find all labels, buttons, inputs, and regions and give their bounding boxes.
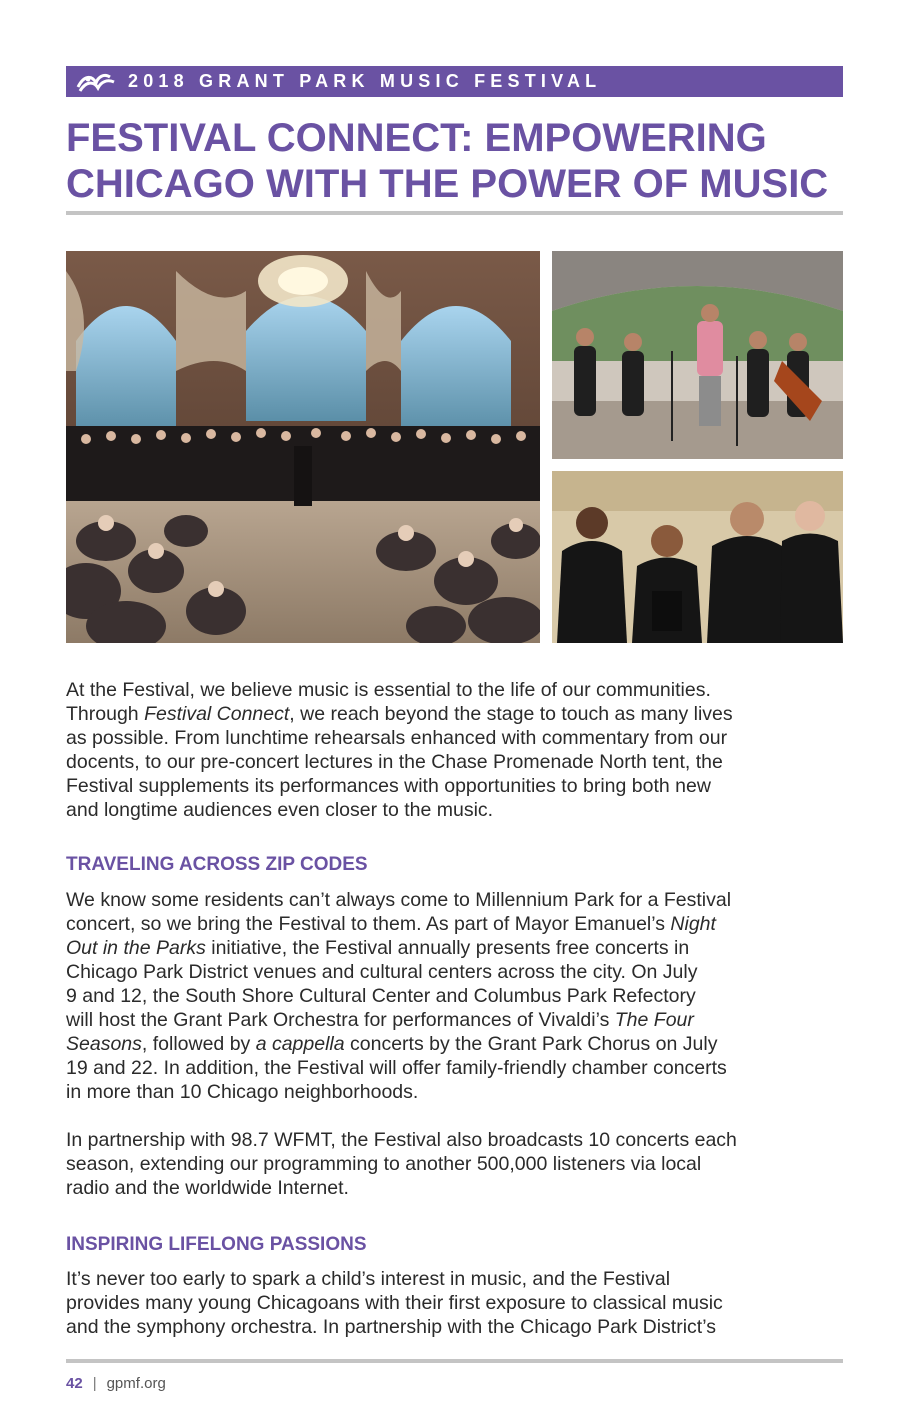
footer-divider — [66, 1359, 843, 1363]
headline-line-2: CHICAGO WITH THE POWER OF MUSIC — [66, 162, 829, 206]
intro-paragraph: At the Festival, we believe music is essential to the life of our communities. Through Festival Connect, we reach beyond the stage to touch as many lives as possible. From lunchtime rehearsals enhanced with commentary from our docents, to our pre-concert lectures in the Chase Promenade North tent, the Festival supplements its performances with opportunities to bring both new and longtime audiences even closer to the music. — [66, 679, 733, 821]
vocal-quartet-photo — [552, 471, 843, 643]
headline-divider — [66, 211, 843, 215]
page-headline — [66, 115, 856, 207]
lifelong-passions-paragraph: It’s never too early to spark a child’s interest in music, and the Festival provides many young Chicagoans with their first exposure to classical music and the symphony orchestra. In partnership with the Chicago Park District’s — [66, 1268, 723, 1338]
section-heading-zip-codes: TRAVELING ACROSS ZIP CODES — [66, 854, 368, 875]
section-heading-lifelong-passions: INSPIRING LIFELONG PASSIONS — [66, 1234, 367, 1255]
choir-concert-photo — [66, 251, 540, 643]
page-number: 42 — [66, 1375, 83, 1392]
zip-codes-paragraph-2: In partnership with 98.7 WFMT, the Festival also broadcasts 10 concerts each season, extending our programming to another 500,000 listeners via local radio and the worldwide Internet. — [66, 1129, 737, 1199]
festival-connect-emphasis: Festival Connect — [144, 703, 290, 725]
banner-title: 2018 GRANT PARK MUSIC FESTIVAL — [128, 71, 602, 91]
string-quartet-photo — [552, 251, 843, 459]
zip-codes-paragraph-1: We know some residents can’t always come to Millennium Park for a Festival concert, so we bring the Festival to them. As part of Mayor Emanuel’s Night Out in the Parks initiative, the Festival annually presents free concerts in Chicago Park District venues and cultural centers across the city. On July 9 and 12, the South Shore Cultural Center and Columbus Park Refectory will host the Grant Park Orchestra for performances of Vivaldi’s The Four Seasons, followed by a cappella concerts by the Grant Park Chorus on July 19 and 22. In addition, the Festival will offer family-friendly chamber concerts in more than 10 Chicago neighborhoods. — [66, 889, 732, 1103]
festival-banner — [66, 66, 843, 97]
headline-line-1: FESTIVAL CONNECT: EMPOWERING — [66, 116, 767, 160]
footer-website: gpmf.org — [106, 1375, 166, 1392]
footer-separator: | — [92, 1375, 97, 1392]
page-footer — [66, 1375, 166, 1392]
grant-park-logo-icon — [74, 66, 118, 97]
